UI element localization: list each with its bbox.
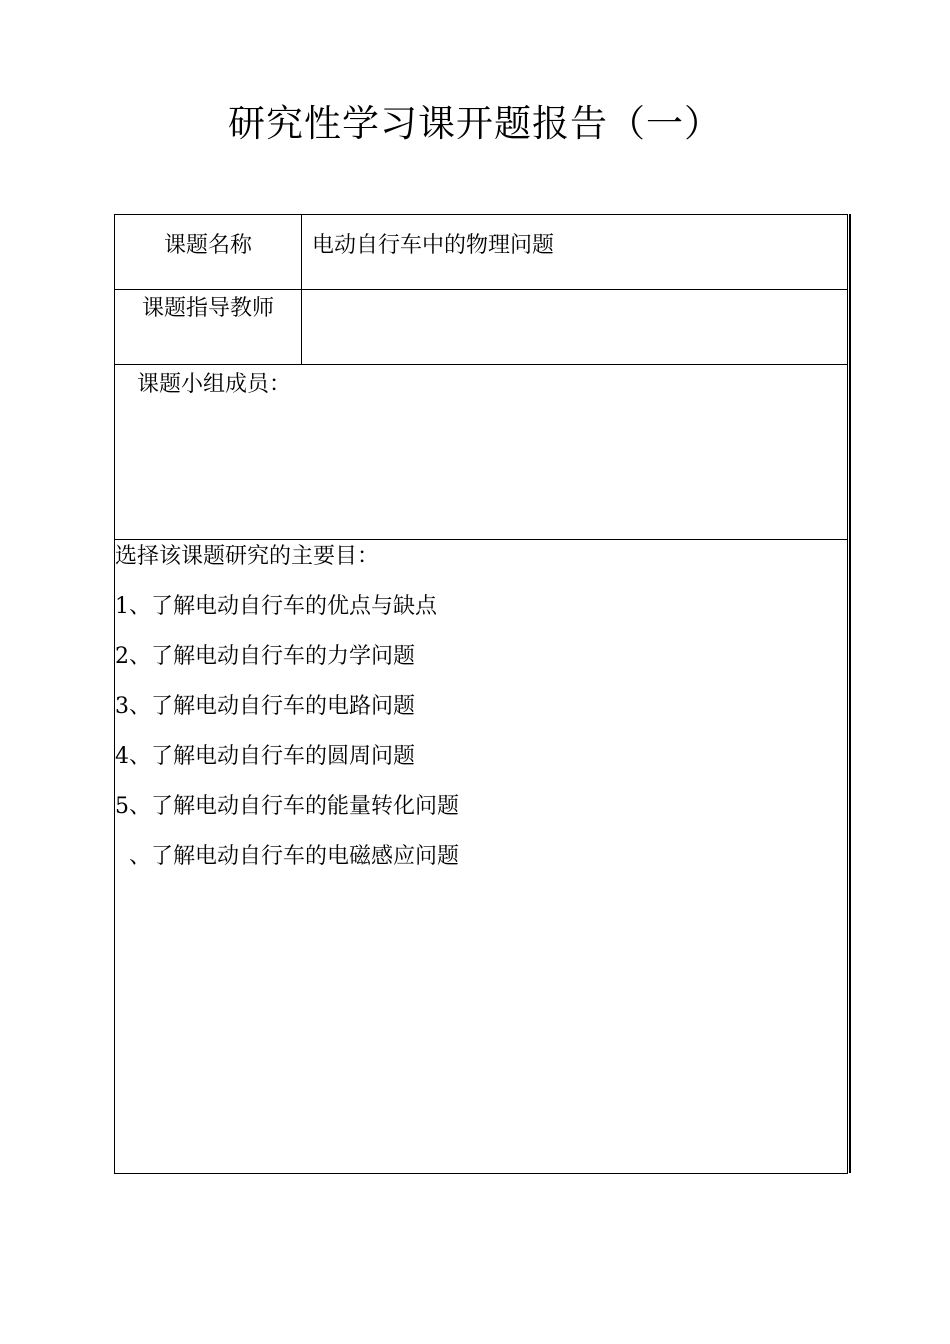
purpose-item: 、了解电动自行车的电磁感应问题 — [115, 844, 459, 869]
page-title: 研究性学习课开题报告（一） — [228, 102, 722, 145]
advisor-label: 课题指导教师 — [141, 296, 274, 321]
advisor-row — [115, 290, 848, 365]
advisor-label-cell — [115, 290, 302, 365]
topic-label: 课题名称 — [163, 233, 252, 258]
purpose-item: 4、了解电动自行车的圆周问题 — [115, 744, 415, 769]
topic-label-cell — [115, 215, 302, 290]
purpose-cell — [115, 540, 848, 1174]
table-right-edge-line — [849, 214, 851, 1173]
topic-row — [115, 215, 848, 290]
members-row — [115, 365, 848, 540]
members-label: 课题小组成员： — [137, 372, 292, 397]
purpose-item: 1、了解电动自行车的优点与缺点 — [115, 594, 437, 619]
advisor-value — [302, 290, 847, 306]
topic-value-cell — [302, 215, 848, 290]
purpose-item: 5、了解电动自行车的能量转化问题 — [115, 794, 459, 819]
purpose-list — [115, 592, 847, 872]
purpose-row — [115, 540, 848, 1174]
members-cell — [115, 365, 848, 540]
advisor-value-cell — [302, 290, 848, 365]
purpose-item: 3、了解电动自行车的电路问题 — [115, 694, 415, 719]
report-form-table — [114, 214, 848, 1174]
purpose-heading: 选择该课题研究的主要目： — [115, 544, 380, 569]
topic-value: 电动自行车中的物理问题 — [312, 233, 555, 258]
purpose-item: 2、了解电动自行车的力学问题 — [115, 644, 415, 669]
